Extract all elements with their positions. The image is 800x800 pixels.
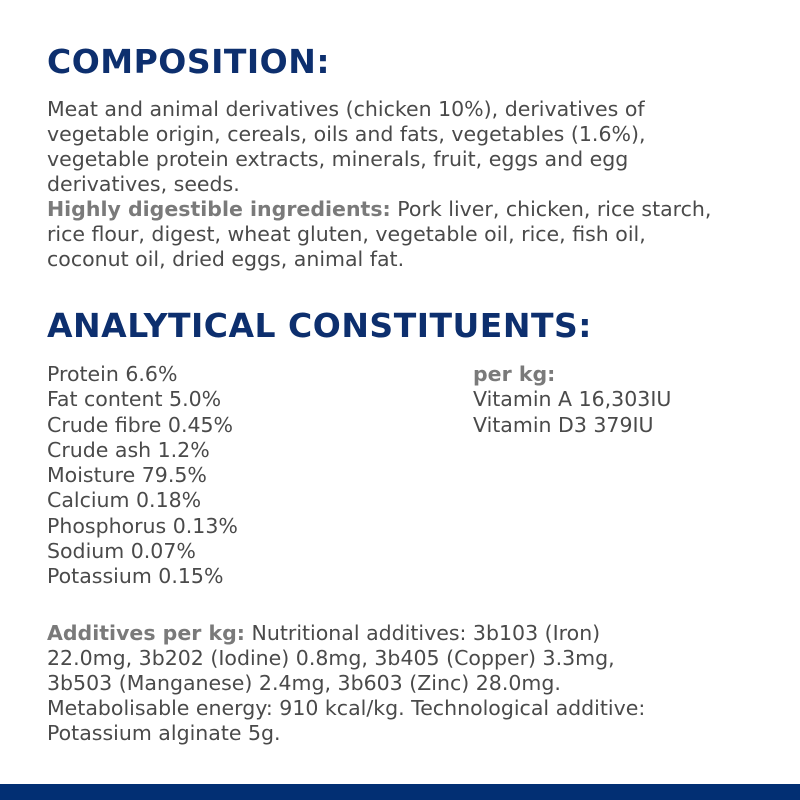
analytical-constituents-heading: ANALYTICAL CONSTITUENTS: [47, 306, 592, 345]
composition-line: derivatives, seeds. [47, 172, 240, 196]
constituent-item: Moisture 79.5% [47, 463, 207, 488]
highly-digestible-line: rice flour, digest, wheat gluten, vegetable oil, rice, fish oil, [47, 222, 646, 246]
per-kg-list [473, 362, 671, 438]
highly-digestible-label: Highly digestible ingredients: [47, 197, 391, 221]
constituent-item: Crude ash 1.2% [47, 437, 210, 462]
composition-line: Meat and animal derivatives (chicken 10%), derivatives of [47, 97, 645, 121]
composition-text [47, 97, 767, 272]
per-kg-label: per kg: [473, 362, 556, 386]
composition-line: vegetable protein extracts, minerals, fruit, eggs and egg [47, 147, 629, 171]
constituent-item: Crude fibre 0.45% [47, 412, 234, 437]
additives-line: 22.0mg, 3b202 (Iodine) 0.8mg, 3b405 (Copper) 3.3mg, [47, 646, 615, 670]
constituent-item: Sodium 0.07% [47, 539, 196, 564]
additives-text [47, 621, 767, 746]
composition-heading: COMPOSITION: [47, 42, 331, 81]
additives-label: Additives per kg: [47, 621, 246, 645]
additives-line: Potassium alginate 5g. [47, 721, 281, 745]
additives-line: Metabolisable energy: 910 kcal/kg. Technological additive: [47, 696, 646, 720]
constituent-item: Protein 6.6% [47, 362, 178, 386]
additives-line: 3b503 (Manganese) 2.4mg, 3b603 (Zinc) 28.0mg. [47, 671, 561, 695]
highly-digestible-text: Pork liver, chicken, rice starch, [390, 197, 712, 221]
vitamin-item: Vitamin A 16,303IU [473, 387, 672, 412]
additives-first-text: Nutritional additives: 3b103 (Iron) [245, 621, 601, 645]
composition-line: vegetable origin, cereals, oils and fats, vegetables (1.6%), [47, 122, 646, 146]
additives-line [47, 621, 767, 646]
constituent-item: Phosphorus 0.13% [47, 513, 238, 538]
vitamin-item: Vitamin D3 379IU [473, 412, 654, 437]
highly-digestible-line [47, 197, 767, 222]
constituent-item: Fat content 5.0% [47, 387, 222, 412]
bottom-brand-bar [0, 784, 800, 800]
constituent-item: Calcium 0.18% [47, 488, 202, 513]
highly-digestible-line: coconut oil, dried eggs, animal fat. [47, 247, 405, 271]
constituent-item: Potassium 0.15% [47, 564, 224, 589]
constituents-list [47, 362, 447, 590]
